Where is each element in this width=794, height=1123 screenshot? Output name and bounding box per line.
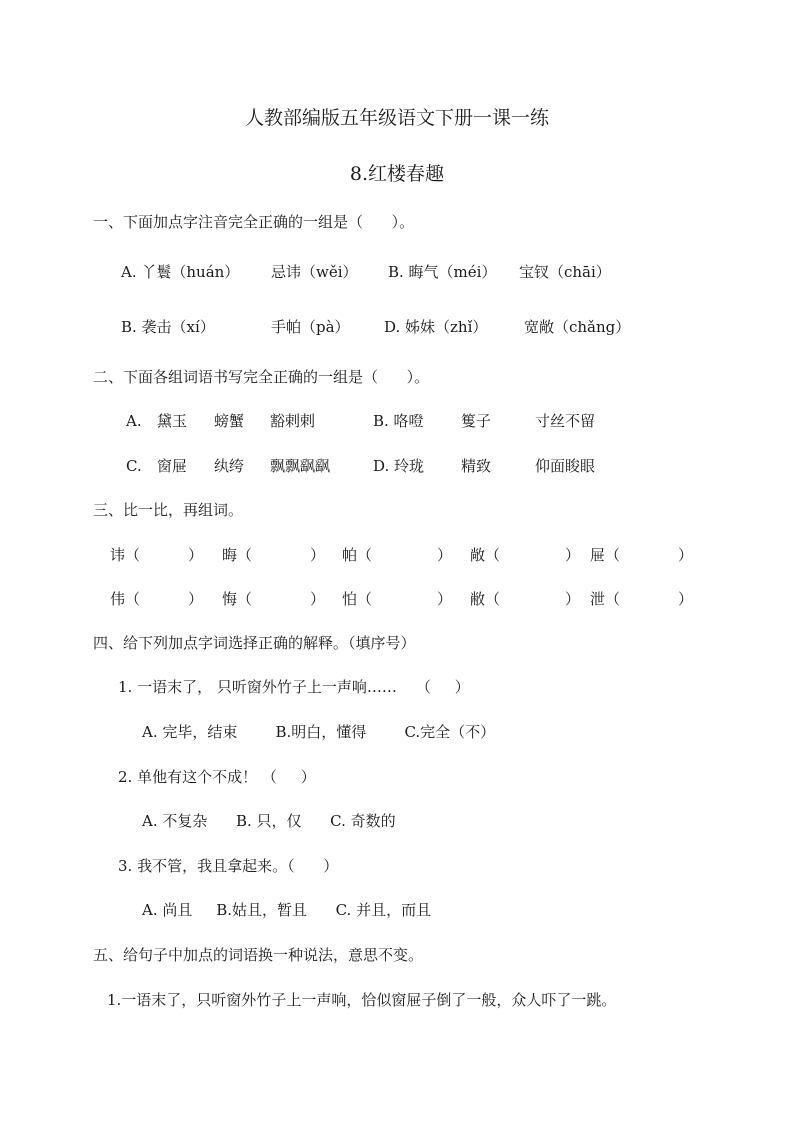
q4-item-2-options: A. 不复杂 B. 只，仅 C. 奇数的 bbox=[142, 812, 396, 830]
q1-option-b2: 宝钗（chāi） bbox=[519, 263, 611, 281]
q2-label-a: A. bbox=[126, 412, 142, 430]
q3-paren: ） bbox=[565, 546, 581, 564]
q3-char: 帕（ bbox=[342, 546, 373, 564]
q4-item-1-options: A. 完毕，结束 B.明白，懂得 C.完全（不） bbox=[142, 723, 496, 741]
q2-label-c: C. bbox=[126, 457, 142, 475]
q2-word: 寸丝不留 bbox=[535, 412, 596, 430]
q2-word: 精致 bbox=[461, 457, 492, 475]
q3-paren: ） bbox=[565, 590, 581, 608]
q1-option-c2: 手帕（pà） bbox=[271, 318, 350, 336]
q3-char: 悔（ bbox=[222, 590, 253, 608]
lesson-title: 8.红楼春趣 bbox=[349, 163, 445, 185]
q2-word: 黛玉 bbox=[157, 412, 188, 430]
q5-sentence: 1.一语末了，只听窗外竹子上一声响，恰似窗屉子倒了一般，众人吓了一跳。 bbox=[107, 991, 617, 1009]
q2-word: 纨绔 bbox=[214, 457, 245, 475]
q1-option-d1: D. 姊妹（zhǐ） bbox=[384, 318, 488, 336]
q1-stem: 一、下面加点字注音完全正确的一组是（ ）。 bbox=[93, 213, 415, 231]
q3-paren: ） bbox=[188, 590, 204, 608]
q4-stem: 四、给下列加点字词选择正确的解释。（填序号） bbox=[93, 634, 416, 652]
q4-item-2: 2. 单他有这个不成！ （ ） bbox=[118, 768, 316, 786]
q3-paren: ） bbox=[437, 546, 453, 564]
q2-label-b: B. 咯噔 bbox=[373, 412, 424, 430]
q4-item-3-options: A. 尚且 B.姑且，暂且 C. 并且，而且 bbox=[142, 901, 432, 919]
q4-item-3: 3. 我不管，我且拿起来。（ ） bbox=[118, 857, 339, 875]
q3-paren: ） bbox=[678, 546, 694, 564]
q3-char: 讳（ bbox=[110, 546, 141, 564]
q2-label-d: D. 玲珑 bbox=[373, 457, 425, 475]
q3-paren: ） bbox=[678, 590, 694, 608]
q3-paren: ） bbox=[188, 546, 204, 564]
q5-stem: 五、给句子中加点的词语换一种说法，意思不变。 bbox=[93, 946, 424, 964]
q4-item-1: 1. 一语末了， 只听窗外竹子上一声响…… （ ） bbox=[118, 678, 470, 696]
page-title: 人教部编版五年级语文下册一课一练 bbox=[244, 107, 549, 129]
q3-char: 怕（ bbox=[342, 590, 373, 608]
q2-word: 豁剌剌 bbox=[270, 412, 316, 430]
q3-char: 敝（ bbox=[470, 590, 501, 608]
q3-char: 伟（ bbox=[110, 590, 141, 608]
q1-option-c1: B. 袭击（xí） bbox=[121, 318, 215, 336]
q3-char: 屉（ bbox=[590, 546, 621, 564]
q3-char: 晦（ bbox=[222, 546, 253, 564]
q3-char: 敞（ bbox=[470, 546, 501, 564]
q3-paren: ） bbox=[310, 546, 326, 564]
q1-option-a2: 忌讳（wěi） bbox=[271, 263, 358, 281]
q1-option-d2: 宽敞（chǎng） bbox=[524, 318, 631, 336]
q2-word: 仰面睃眼 bbox=[535, 457, 596, 475]
q2-word: 螃蟹 bbox=[214, 412, 245, 430]
q1-option-a1: A. 丫鬟（huán） bbox=[121, 263, 240, 281]
q3-char: 泄（ bbox=[590, 590, 621, 608]
q1-option-b1: B. 晦气（méi） bbox=[388, 263, 497, 281]
q2-stem: 二、下面各组词语书写完全正确的一组是（ ）。 bbox=[93, 368, 430, 386]
q3-paren: ） bbox=[310, 590, 326, 608]
q2-word: 窗屉 bbox=[157, 457, 188, 475]
q2-word: 飘飘飖飖 bbox=[270, 457, 331, 475]
q3-stem: 三、比一比，再组词。 bbox=[93, 501, 244, 519]
q2-word: 篗子 bbox=[461, 412, 492, 430]
q3-paren: ） bbox=[437, 590, 453, 608]
